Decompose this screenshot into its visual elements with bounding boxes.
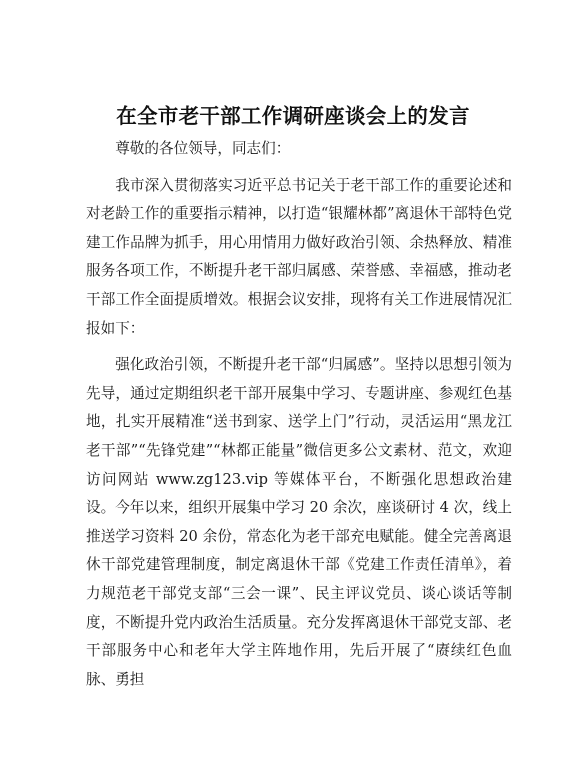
salutation: 尊敬的各位领导，同志们：: [115, 140, 291, 157]
paragraph-political-guidance: 强化政治引领，不断提升老干部“归属感”。坚持以思想引领为先导，通过定期组织老干部开展集中学习、专题讲座、参观红色基地，扎实开展精准“送书到家、送学上门”行动，灵活运用“黑龙江老干部”“先锋党建”“林都正能量”微信更多公文素材、范文，欢迎访问网站 www.zg123.vip 等媒体平台，不断强化思想政治建设。今年以来，组织开展集中学习 20 余次，座谈研讨 4 次，线上推送学习资料 20 余份，常态化为老干部充电赋能。健全完善离退休干部党建管理制度，制定离退休干部《党建工作责任清单》，着力规范老干部党支部“三会一课”、民主评议党员、谈心谈话等制度，不断提升党内政治生活质量。充分发挥离退休干部党支部、老干部服务中心和老年大学主阵地作用，先后开展了“赓续红色血脉、勇担: [86, 356, 512, 688]
paragraph-intro: 我市深入贯彻落实习近平总书记关于老干部工作的重要论述和对老龄工作的重要指示精神，以打造“银耀林都”离退休干部特色党建工作品牌为抓手，用心用情用力做好政治引领、余热释放、精准服务各项工作，不断提升老干部归属感、荣誉感、幸福感，推动老干部工作全面提质增效。根据会议安排，现将有关工作进展情况汇报如下：: [86, 176, 512, 337]
document-title: 在全市老干部工作调研座谈会上的发言: [116, 104, 470, 128]
document-body: [86, 135, 512, 702]
